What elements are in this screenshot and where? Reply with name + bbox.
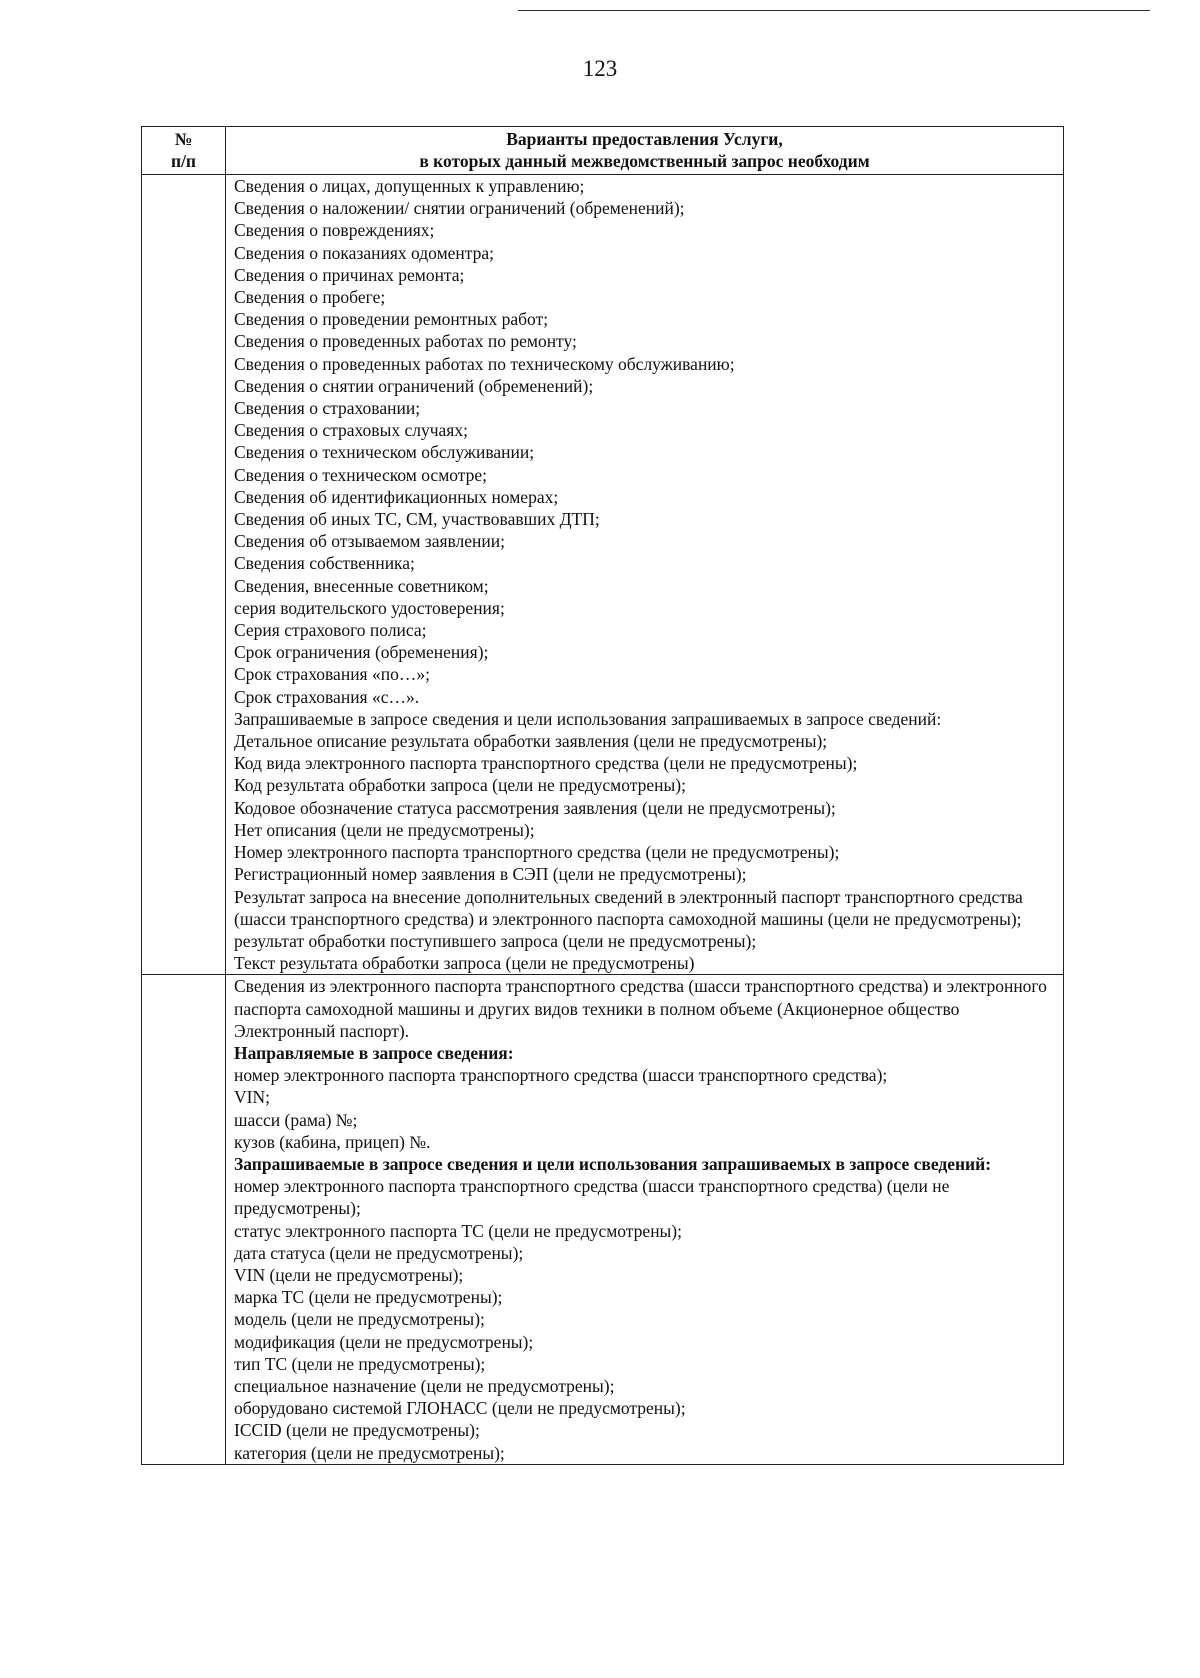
list-item: кузов (кабина, прицеп) №. bbox=[234, 1131, 431, 1152]
list-item: категория (цели не предусмотрены); bbox=[234, 1442, 505, 1463]
list-item: Регистрационный номер заявления в СЭП (цели не предусмотрены); bbox=[234, 864, 747, 885]
list-item: Срок ограничения (обременения); bbox=[234, 642, 489, 663]
list-item: Код результата обработки запроса (цели не предусмотрены); bbox=[234, 775, 686, 796]
list-item: Сведения о пробеге; bbox=[234, 287, 386, 308]
row-number-cell bbox=[142, 975, 226, 1464]
list-item: марка ТС (цели не предусмотрены); bbox=[234, 1287, 503, 1308]
header-number-symbol: № bbox=[174, 129, 193, 149]
table-header-row bbox=[142, 127, 1064, 175]
list-item: Сведения о наложении/ снятии ограничений (обременений); bbox=[234, 198, 685, 219]
services-table bbox=[141, 126, 1064, 1465]
list-item: Серия страхового полиса; bbox=[234, 620, 427, 641]
list-item: специальное назначение (цели не предусмотрены); bbox=[234, 1375, 615, 1396]
sent-heading: Направляемые в запросе сведения: bbox=[234, 1042, 514, 1063]
list-item: Срок страхования «с…». bbox=[234, 686, 420, 707]
list-item: Кодовое обозначение статуса рассмотрения заявления (цели не предусмотрены); bbox=[234, 797, 836, 818]
row-content-cell bbox=[226, 975, 1064, 1464]
list-item: Запрашиваемые в запросе сведения и цели использования запрашиваемых в запросе сведений: bbox=[234, 708, 942, 729]
list-item: Сведения об иных ТС, СМ, участвовавших ДТП; bbox=[234, 509, 600, 530]
list-item: статус электронного паспорта ТС (цели не предусмотрены); bbox=[234, 1220, 683, 1241]
list-item: Сведения о страховых случаях; bbox=[234, 420, 468, 441]
list-item: номер электронного паспорта транспортного средства (шасси транспортного средства); bbox=[234, 1065, 888, 1086]
list-item: номер электронного паспорта транспортного средства (шасси транспортного средства) (цели не предусмотрены); bbox=[234, 1176, 950, 1219]
list-item: Сведения, внесенные советником; bbox=[234, 575, 489, 596]
top-rule bbox=[518, 10, 1150, 11]
list-item: результат обработки поступившего запроса (цели не предусмотрены); bbox=[234, 930, 757, 951]
row2-intro: Сведения из электронного паспорта транспортного средства (шасси транспортного средства) и электронного паспорта самоходной машины и других видов техники в полном объеме (Акционерное общество Электронный паспорт). bbox=[234, 976, 1047, 1041]
row1-lines bbox=[226, 175, 1063, 974]
list-item: Сведения о техническом обслуживании; bbox=[234, 442, 535, 463]
header-number-cell bbox=[142, 127, 226, 175]
list-item: Детальное описание результата обработки заявления (цели не предусмотрены); bbox=[234, 731, 828, 752]
list-item: Сведения собственника; bbox=[234, 553, 415, 574]
list-item: тип ТС (цели не предусмотрены); bbox=[234, 1353, 486, 1374]
list-item: модификация (цели не предусмотрены); bbox=[234, 1331, 534, 1352]
list-item: модель (цели не предусмотрены); bbox=[234, 1309, 485, 1330]
list-item: Сведения о повреждениях; bbox=[234, 220, 435, 241]
page-number: 123 bbox=[582, 56, 618, 81]
list-item: Сведения об отзываемом заявлении; bbox=[234, 531, 506, 552]
list-item: ICCID (цели не предусмотрены); bbox=[234, 1420, 480, 1441]
list-item: оборудовано системой ГЛОНАСС (цели не предусмотрены); bbox=[234, 1398, 686, 1419]
header-variants-line1: Варианты предоставления Услуги, bbox=[506, 129, 783, 149]
requested-heading: Запрашиваемые в запросе сведения и цели использования запрашиваемых в запросе сведений: bbox=[234, 1153, 992, 1174]
row2-lines bbox=[226, 975, 1063, 1463]
list-item: Сведения о страховании; bbox=[234, 398, 421, 419]
row-content-cell bbox=[226, 175, 1064, 975]
row-number-cell bbox=[142, 175, 226, 975]
table-row bbox=[142, 975, 1064, 1464]
list-item: Сведения об идентификационных номерах; bbox=[234, 486, 559, 507]
list-item: VIN (цели не предусмотрены); bbox=[234, 1264, 464, 1285]
table-row bbox=[142, 175, 1064, 975]
list-item: Сведения о проведенных работах по ремонту; bbox=[234, 331, 577, 352]
header-variants-line2: в которых данный межведомственный запрос необходим bbox=[419, 151, 870, 171]
list-item: дата статуса (цели не предусмотрены); bbox=[234, 1242, 524, 1263]
list-item: Сведения о показаниях одоментра; bbox=[234, 242, 495, 263]
list-item: Номер электронного паспорта транспортного средства (цели не предусмотрены); bbox=[234, 842, 840, 863]
list-item: VIN; bbox=[234, 1087, 270, 1108]
header-number-abbrev: п/п bbox=[170, 151, 197, 171]
list-item: Сведения о лицах, допущенных к управлению; bbox=[234, 176, 585, 196]
list-item: Срок страхования «по…»; bbox=[234, 664, 430, 685]
list-item: Текст результата обработки запроса (цели не предусмотрены) bbox=[234, 953, 695, 974]
list-item: Сведения о проведении ремонтных работ; bbox=[234, 309, 549, 330]
result-request-item: Результат запроса на внесение дополнительных сведений в электронный паспорт транспортного средства (шасси транспортного средства) и электронного паспорта самоходной машины (цели не предусмотрены); bbox=[234, 886, 1023, 929]
list-item: шасси (рама) №; bbox=[234, 1109, 358, 1130]
header-variants-cell bbox=[226, 127, 1064, 175]
list-item: Нет описания (цели не предусмотрены); bbox=[234, 819, 535, 840]
list-item: Сведения о техническом осмотре; bbox=[234, 464, 488, 485]
list-item: Сведения о снятии ограничений (обременений); bbox=[234, 375, 594, 396]
list-item: Сведения о проведенных работах по техническому обслуживанию; bbox=[234, 353, 735, 374]
list-item: Сведения о причинах ремонта; bbox=[234, 264, 465, 285]
list-item: серия водительского удостоверения; bbox=[234, 597, 505, 618]
list-item: Код вида электронного паспорта транспортного средства (цели не предусмотрены); bbox=[234, 753, 858, 774]
